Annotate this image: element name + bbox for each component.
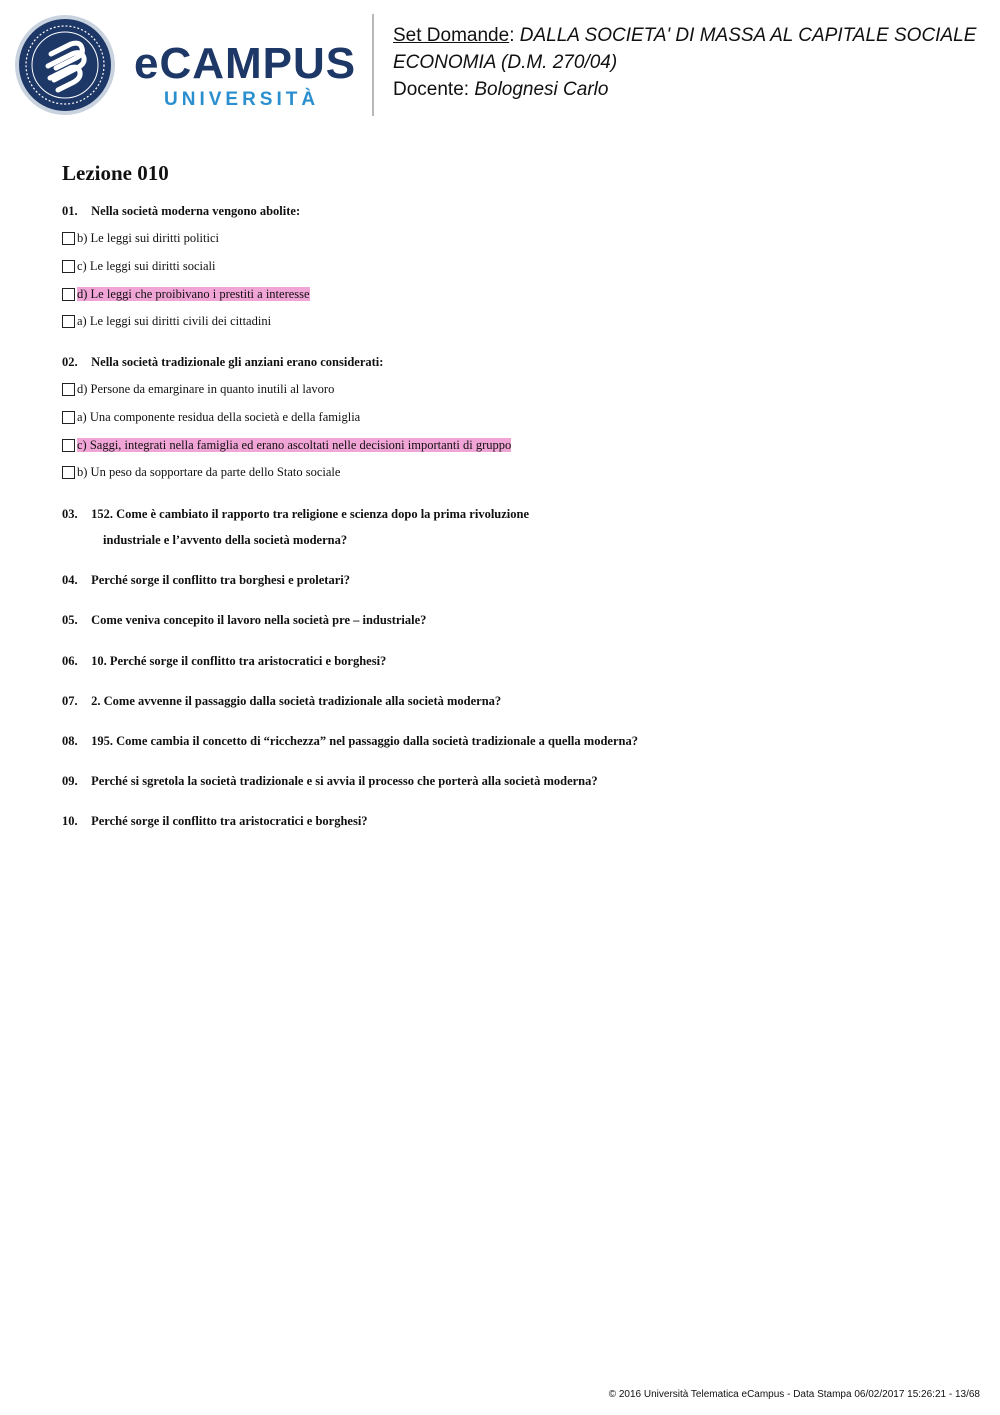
question-01 — [62, 203, 300, 219]
answer-option-correct[interactable] — [62, 437, 511, 453]
brand-wordmark: eCAMPUS — [134, 39, 357, 88]
answer-option-correct[interactable] — [62, 286, 310, 302]
lesson-title: Lezione 010 — [62, 161, 169, 185]
set-title: DALLA SOCIETA' DI MASSA AL CAPITALE SOCIALE — [519, 25, 977, 46]
question-number: 01. — [62, 204, 78, 218]
docente-label: Docente: — [393, 79, 470, 100]
header-info — [393, 22, 993, 103]
docente-name: Bolognesi Carlo — [474, 79, 609, 100]
question-text: Perché sorge il conflitto tra aristocratici e borghesi? — [91, 814, 368, 828]
question-number: 03. — [62, 507, 78, 521]
question-03 — [62, 506, 529, 548]
question-text: Nella società moderna vengono abolite: — [91, 204, 301, 218]
question-text: 152. Come è cambiato il rapporto tra religione e scienza dopo la prima rivoluzione — [91, 507, 530, 521]
checkbox-icon[interactable] — [62, 383, 75, 396]
question-number: 07. — [62, 694, 78, 708]
question-number: 08. — [62, 734, 78, 748]
checkbox-icon[interactable] — [62, 315, 75, 328]
question-10 — [62, 813, 368, 829]
option-text-highlighted: c) Saggi, integrati nella famiglia ed erano ascoltati nelle decisioni importanti di gruppo — [77, 438, 512, 452]
checkbox-icon[interactable] — [62, 411, 75, 424]
question-text: Perché sorge il conflitto tra borghesi e proletari? — [91, 573, 350, 587]
question-number: 10. — [62, 814, 78, 828]
question-number: 09. — [62, 774, 78, 788]
option-text: b) Le leggi sui diritti politici — [77, 231, 219, 245]
question-06 — [62, 653, 386, 669]
question-07 — [62, 693, 501, 709]
checkbox-icon[interactable] — [62, 288, 75, 301]
option-text: d) Persone da emarginare in quanto inutili al lavoro — [77, 382, 335, 396]
question-number: 04. — [62, 573, 78, 587]
set-line: Set Domande: DALLA SOCIETA' DI MASSA AL CAPITALE SOCIALE — [393, 25, 977, 46]
checkbox-icon[interactable] — [62, 439, 75, 452]
question-text: 2. Come avvenne il passaggio dalla società tradizionale alla società moderna? — [91, 694, 502, 708]
page-footer: © 2016 Università Telematica eCampus - Data Stampa 06/02/2017 15:26:21 - 13/68 — [608, 1389, 980, 1400]
answer-option[interactable] — [62, 381, 334, 397]
course-name: ECONOMIA (D.M. 270/04) — [393, 52, 618, 73]
option-text: b) Un peso da sopportare da parte dello Stato sociale — [77, 465, 341, 479]
question-04 — [62, 572, 350, 588]
question-02 — [62, 354, 383, 370]
option-text-highlighted: d) Le leggi che proibivano i prestiti a interesse — [77, 287, 310, 301]
question-text: Nella società tradizionale gli anziani erano considerati: — [91, 355, 384, 369]
question-number: 05. — [62, 613, 78, 627]
option-text: a) Le leggi sui diritti civili dei cittadini — [77, 314, 272, 328]
answer-option[interactable] — [62, 230, 219, 246]
university-seal-icon — [14, 14, 116, 116]
checkbox-icon[interactable] — [62, 466, 75, 479]
question-text: Perché si sgretola la società tradizionale e si avvia il processo che porterà alla società moderna? — [91, 774, 598, 788]
checkbox-icon[interactable] — [62, 260, 75, 273]
header-divider — [372, 14, 374, 116]
answer-option[interactable] — [62, 313, 271, 329]
brand-subtitle: UNIVERSITÀ — [164, 89, 320, 110]
question-09 — [62, 773, 598, 789]
option-text: c) Le leggi sui diritti sociali — [77, 259, 216, 273]
question-text: Come veniva concepito il lavoro nella società pre – industriale? — [91, 613, 427, 627]
question-text-continued: industriale e l’avvento della società moderna? — [103, 533, 348, 547]
question-text: 195. Come cambia il concetto di “ricchezza” nel passaggio dalla società tradizionale a quella moderna? — [91, 734, 638, 748]
answer-option[interactable] — [62, 258, 216, 274]
option-text: a) Una componente residua della società e della famiglia — [77, 410, 361, 424]
question-number: 06. — [62, 654, 78, 668]
question-08 — [62, 733, 638, 749]
question-number: 02. — [62, 355, 78, 369]
set-label: Set Domande — [393, 25, 510, 46]
checkbox-icon[interactable] — [62, 232, 75, 245]
answer-option[interactable] — [62, 464, 340, 480]
ecampus-logo — [14, 14, 359, 118]
answer-option[interactable] — [62, 409, 360, 425]
docente-line — [393, 76, 993, 103]
question-05 — [62, 612, 426, 628]
question-text: 10. Perché sorge il conflitto tra aristocratici e borghesi? — [91, 654, 387, 668]
